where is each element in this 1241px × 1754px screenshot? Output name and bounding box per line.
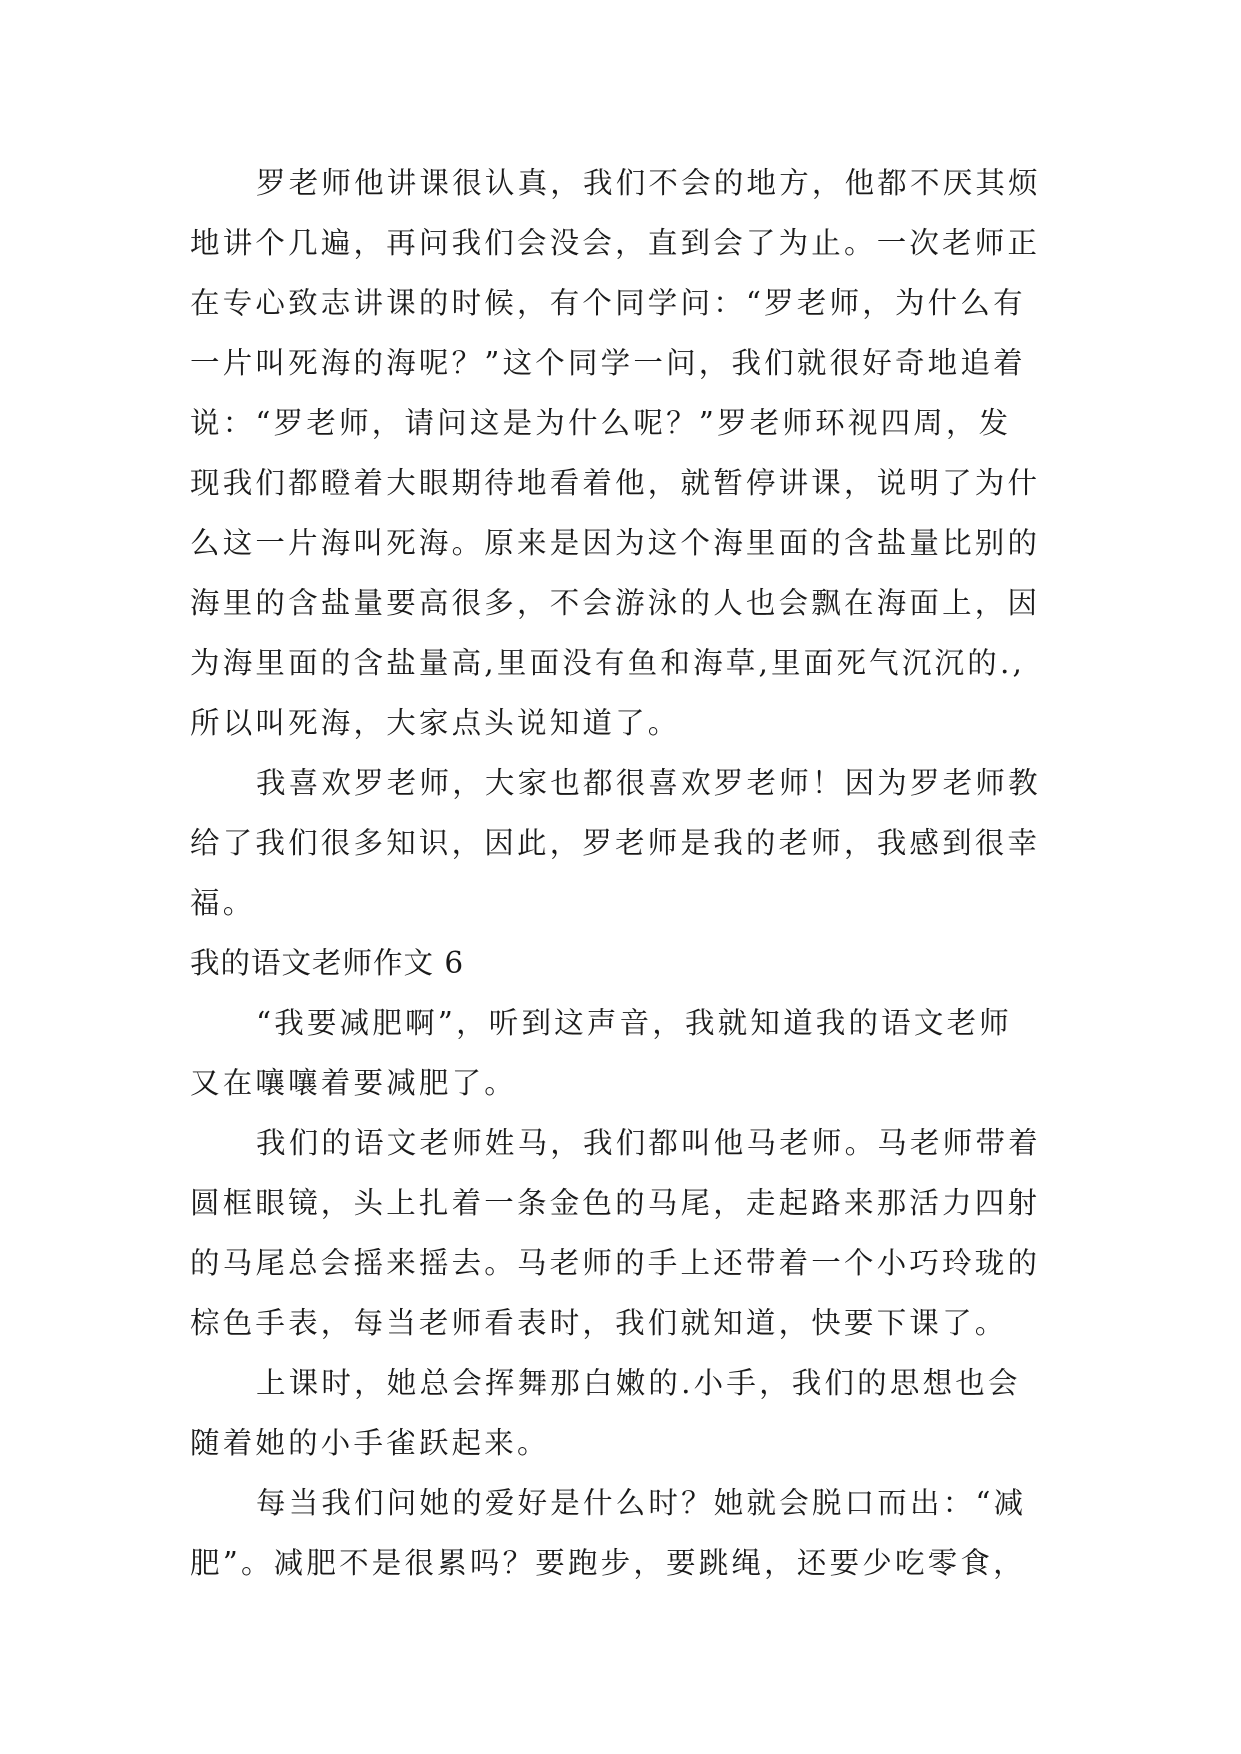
paragraph-line: 为海里面的含盐量高,里面没有鱼和海草,里面死气沉沉的., bbox=[190, 646, 1026, 680]
paragraph-line: “我要减肥啊”，听到这声音，我就知道我的语文老师 bbox=[256, 1006, 1012, 1040]
paragraph-line: 给了我们很多知识，因此，罗老师是我的老师，我感到很幸 bbox=[190, 826, 1041, 860]
paragraph-line: 罗老师他讲课很认真，我们不会的地方，他都不厌其烦 bbox=[256, 166, 1041, 200]
paragraph-line: 在专心致志讲课的时候，有个同学问：“罗老师，为什么有 bbox=[190, 286, 1026, 320]
document-body bbox=[190, 153, 1050, 1593]
paragraph-line: 随着她的小手雀跃起来。 bbox=[190, 1426, 550, 1460]
paragraph-line: 肥”。减肥不是很累吗？要跑步，要跳绳，还要少吃零食， bbox=[190, 1546, 1026, 1580]
paragraph-line: 我喜欢罗老师，大家也都很喜欢罗老师！因为罗老师教 bbox=[256, 766, 1041, 800]
paragraph-line: 现我们都瞪着大眼期待地看着他，就暂停讲课，说明了为什 bbox=[190, 466, 1041, 500]
paragraph-line: 福。 bbox=[190, 886, 256, 920]
paragraph-line: 我们的语文老师姓马，我们都叫他马老师。马老师带着 bbox=[256, 1126, 1041, 1160]
paragraph-line: 地讲个几遍，再问我们会没会，直到会了为止。一次老师正 bbox=[190, 226, 1041, 260]
paragraph-line: 又在嚷嚷着要减肥了。 bbox=[190, 1066, 518, 1100]
paragraph-line: 么这一片海叫死海。原来是因为这个海里面的含盐量比别的 bbox=[190, 526, 1041, 560]
paragraph-line: 每当我们问她的爱好是什么时？她就会脱口而出：“减 bbox=[256, 1486, 1027, 1520]
paragraph-line: 的马尾总会摇来摇去。马老师的手上还带着一个小巧玲珑的 bbox=[190, 1246, 1041, 1280]
paragraph-line: 上课时，她总会挥舞那白嫩的.小手，我们的思想也会 bbox=[256, 1366, 1021, 1400]
section-heading: 我的语文老师作文 6 bbox=[190, 946, 465, 980]
paragraph-line: 圆框眼镜，头上扎着一条金色的马尾，走起路来那活力四射 bbox=[190, 1186, 1041, 1220]
paragraph-line: 所以叫死海，大家点头说知道了。 bbox=[190, 706, 681, 740]
paragraph-line: 海里的含盐量要高很多，不会游泳的人也会飘在海面上，因 bbox=[190, 586, 1041, 620]
paragraph-line: 一片叫死海的海呢？”这个同学一问，我们就很好奇地追着 bbox=[190, 346, 1026, 380]
paragraph-line: 说：“罗老师，请问这是为什么呢？”罗老师环视四周，发 bbox=[190, 406, 1012, 440]
paragraph-line: 棕色手表，每当老师看表时，我们就知道，快要下课了。 bbox=[190, 1306, 1008, 1340]
